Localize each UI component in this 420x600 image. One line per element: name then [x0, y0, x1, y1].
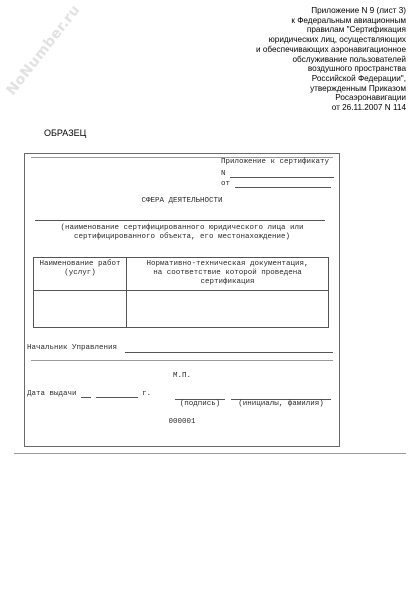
sample-label: ОБРАЗЕЦ	[44, 128, 87, 138]
header-text: сертификация	[200, 278, 255, 286]
header-line: воздушного пространства	[307, 64, 406, 74]
initials-caption: (инициалы, фамилия)	[238, 400, 324, 408]
appendix-title: Приложение к сертификату	[221, 158, 330, 166]
header-line: Российской Федерации",	[311, 73, 406, 83]
caption-line: сертифицированного объекта, его местонахождение)	[73, 233, 291, 241]
year-suffix: г.	[142, 390, 152, 398]
header-line: правилам "Сертификация	[306, 25, 406, 35]
serial-number: 000001	[168, 418, 196, 426]
header-line: юридических лиц, осуществляющих	[268, 35, 406, 45]
appendix-header	[176, 6, 406, 113]
header-line: Приложение N 9 (лист 3)	[311, 6, 406, 15]
issue-date-row	[27, 390, 151, 398]
stamp-label: М.П.	[172, 372, 191, 380]
certificate-number-field[interactable]	[230, 169, 334, 178]
certificate-form	[24, 153, 340, 447]
header-line: обслуживание пользователей	[292, 54, 406, 64]
certificate-date-field[interactable]	[235, 179, 331, 188]
form-rule	[31, 360, 333, 361]
header-text: (услуг)	[64, 269, 96, 277]
table-header-row	[34, 258, 329, 291]
header-line: к Федеральным авиационным	[291, 15, 406, 25]
works-cell[interactable]	[34, 291, 127, 328]
chief-name-field[interactable]	[125, 352, 333, 353]
header-line: Росаэронавигации	[335, 93, 406, 103]
header-line: утвержденным Приказом	[310, 83, 406, 93]
issue-label: Дата выдачи	[27, 390, 77, 398]
organization-name-caption	[25, 224, 339, 242]
watermark: NoNumber.ru	[3, 1, 84, 99]
header-line: и обеспечивающих аэронавигационное	[256, 44, 406, 54]
organization-name-field[interactable]	[35, 220, 325, 221]
issue-day-field[interactable]	[81, 390, 91, 398]
table-row	[34, 291, 329, 328]
number-label: N	[221, 170, 226, 178]
chief-label: Начальник Управления	[27, 344, 118, 352]
works-column-header	[34, 258, 127, 291]
documentation-column-header	[127, 258, 329, 291]
page-bottom-rule	[14, 453, 406, 454]
date-label: от	[221, 180, 231, 188]
header-line: от 26.11.2007 N 114	[331, 103, 406, 113]
documentation-cell[interactable]	[127, 291, 329, 328]
header-text: Наименование работ	[39, 260, 121, 268]
works-table	[33, 257, 329, 328]
sphere-title: СФЕРА ДЕЯТЕЛЬНОСТИ	[141, 197, 223, 205]
caption-line: (наименование сертифицированного юридического лица или	[60, 224, 304, 232]
signature-caption: (подпись)	[179, 400, 221, 408]
header-text: на соответствие которой проведена	[153, 269, 302, 277]
certificate-number-row	[221, 169, 334, 178]
header-text: Нормативно-техническая документация,	[146, 260, 309, 268]
certificate-date-row	[221, 179, 331, 188]
issue-month-field[interactable]	[96, 390, 138, 398]
